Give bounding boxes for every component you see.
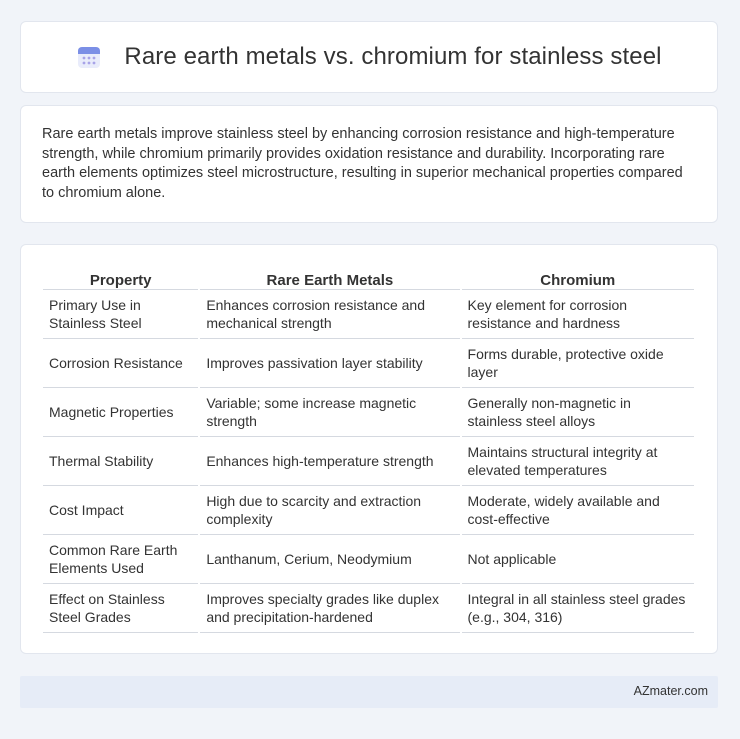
cell-chromium: Integral in all stainless steel grades (e.g., 304, 316): [462, 584, 694, 633]
intro-card: [20, 105, 718, 223]
table-header-row: [43, 265, 694, 290]
cell-chromium: Generally non-magnetic in stainless steel alloys: [462, 388, 694, 437]
header-chromium: Chromium: [462, 265, 694, 290]
cell-rare-earth: Enhances high-temperature strength: [200, 437, 459, 486]
cell-rare-earth: Lanthanum, Cerium, Neodymium: [200, 535, 459, 584]
cell-chromium: Maintains structural integrity at elevated temperatures: [462, 437, 694, 486]
comparison-card: [20, 244, 718, 654]
page-title: Rare earth metals vs. chromium for stainless steel: [124, 43, 662, 70]
table-row: [43, 290, 694, 339]
cell-chromium: Forms durable, protective oxide layer: [462, 339, 694, 388]
cell-property: Effect on Stainless Steel Grades: [43, 584, 198, 633]
cell-chromium: Moderate, widely available and cost-effective: [462, 486, 694, 535]
table-row: [43, 339, 694, 388]
title-card: [20, 21, 718, 93]
cell-chromium: Key element for corrosion resistance and hardness: [462, 290, 694, 339]
comparison-table: [41, 265, 696, 633]
cell-property: Cost Impact: [43, 486, 198, 535]
cell-rare-earth: Variable; some increase magnetic strength: [200, 388, 459, 437]
cell-rare-earth: Enhances corrosion resistance and mechanical strength: [200, 290, 459, 339]
cell-rare-earth: Improves passivation layer stability: [200, 339, 459, 388]
cell-property: Corrosion Resistance: [43, 339, 198, 388]
table-row: [43, 535, 694, 584]
cell-property: Common Rare Earth Elements Used: [43, 535, 198, 584]
cell-rare-earth: High due to scarcity and extraction complexity: [200, 486, 459, 535]
footer-brand: AZmater.com: [633, 684, 708, 698]
table-row: [43, 486, 694, 535]
title-wrap: [76, 43, 661, 71]
calendar-icon: [76, 44, 102, 70]
table-row: [43, 437, 694, 486]
cell-chromium: Not applicable: [462, 535, 694, 584]
cell-property: Magnetic Properties: [43, 388, 198, 437]
table-row: [43, 584, 694, 633]
cell-property: Thermal Stability: [43, 437, 198, 486]
header-property: Property: [43, 265, 198, 290]
table-row: [43, 388, 694, 437]
header-rare-earth-metals: Rare Earth Metals: [200, 265, 459, 290]
intro-text: Rare earth metals improve stainless steel by enhancing corrosion resistance and high-temperature strength, while chromium primarily provides oxidation resistance and durability. Incorporating rare earth elements optimizes steel microstructure, resulting in superior mechanical properties compared to chromium alone.: [42, 126, 683, 201]
cell-property: Primary Use in Stainless Steel: [43, 290, 198, 339]
footer-bar: [20, 676, 718, 708]
cell-rare-earth: Improves specialty grades like duplex and precipitation-hardened: [200, 584, 459, 633]
